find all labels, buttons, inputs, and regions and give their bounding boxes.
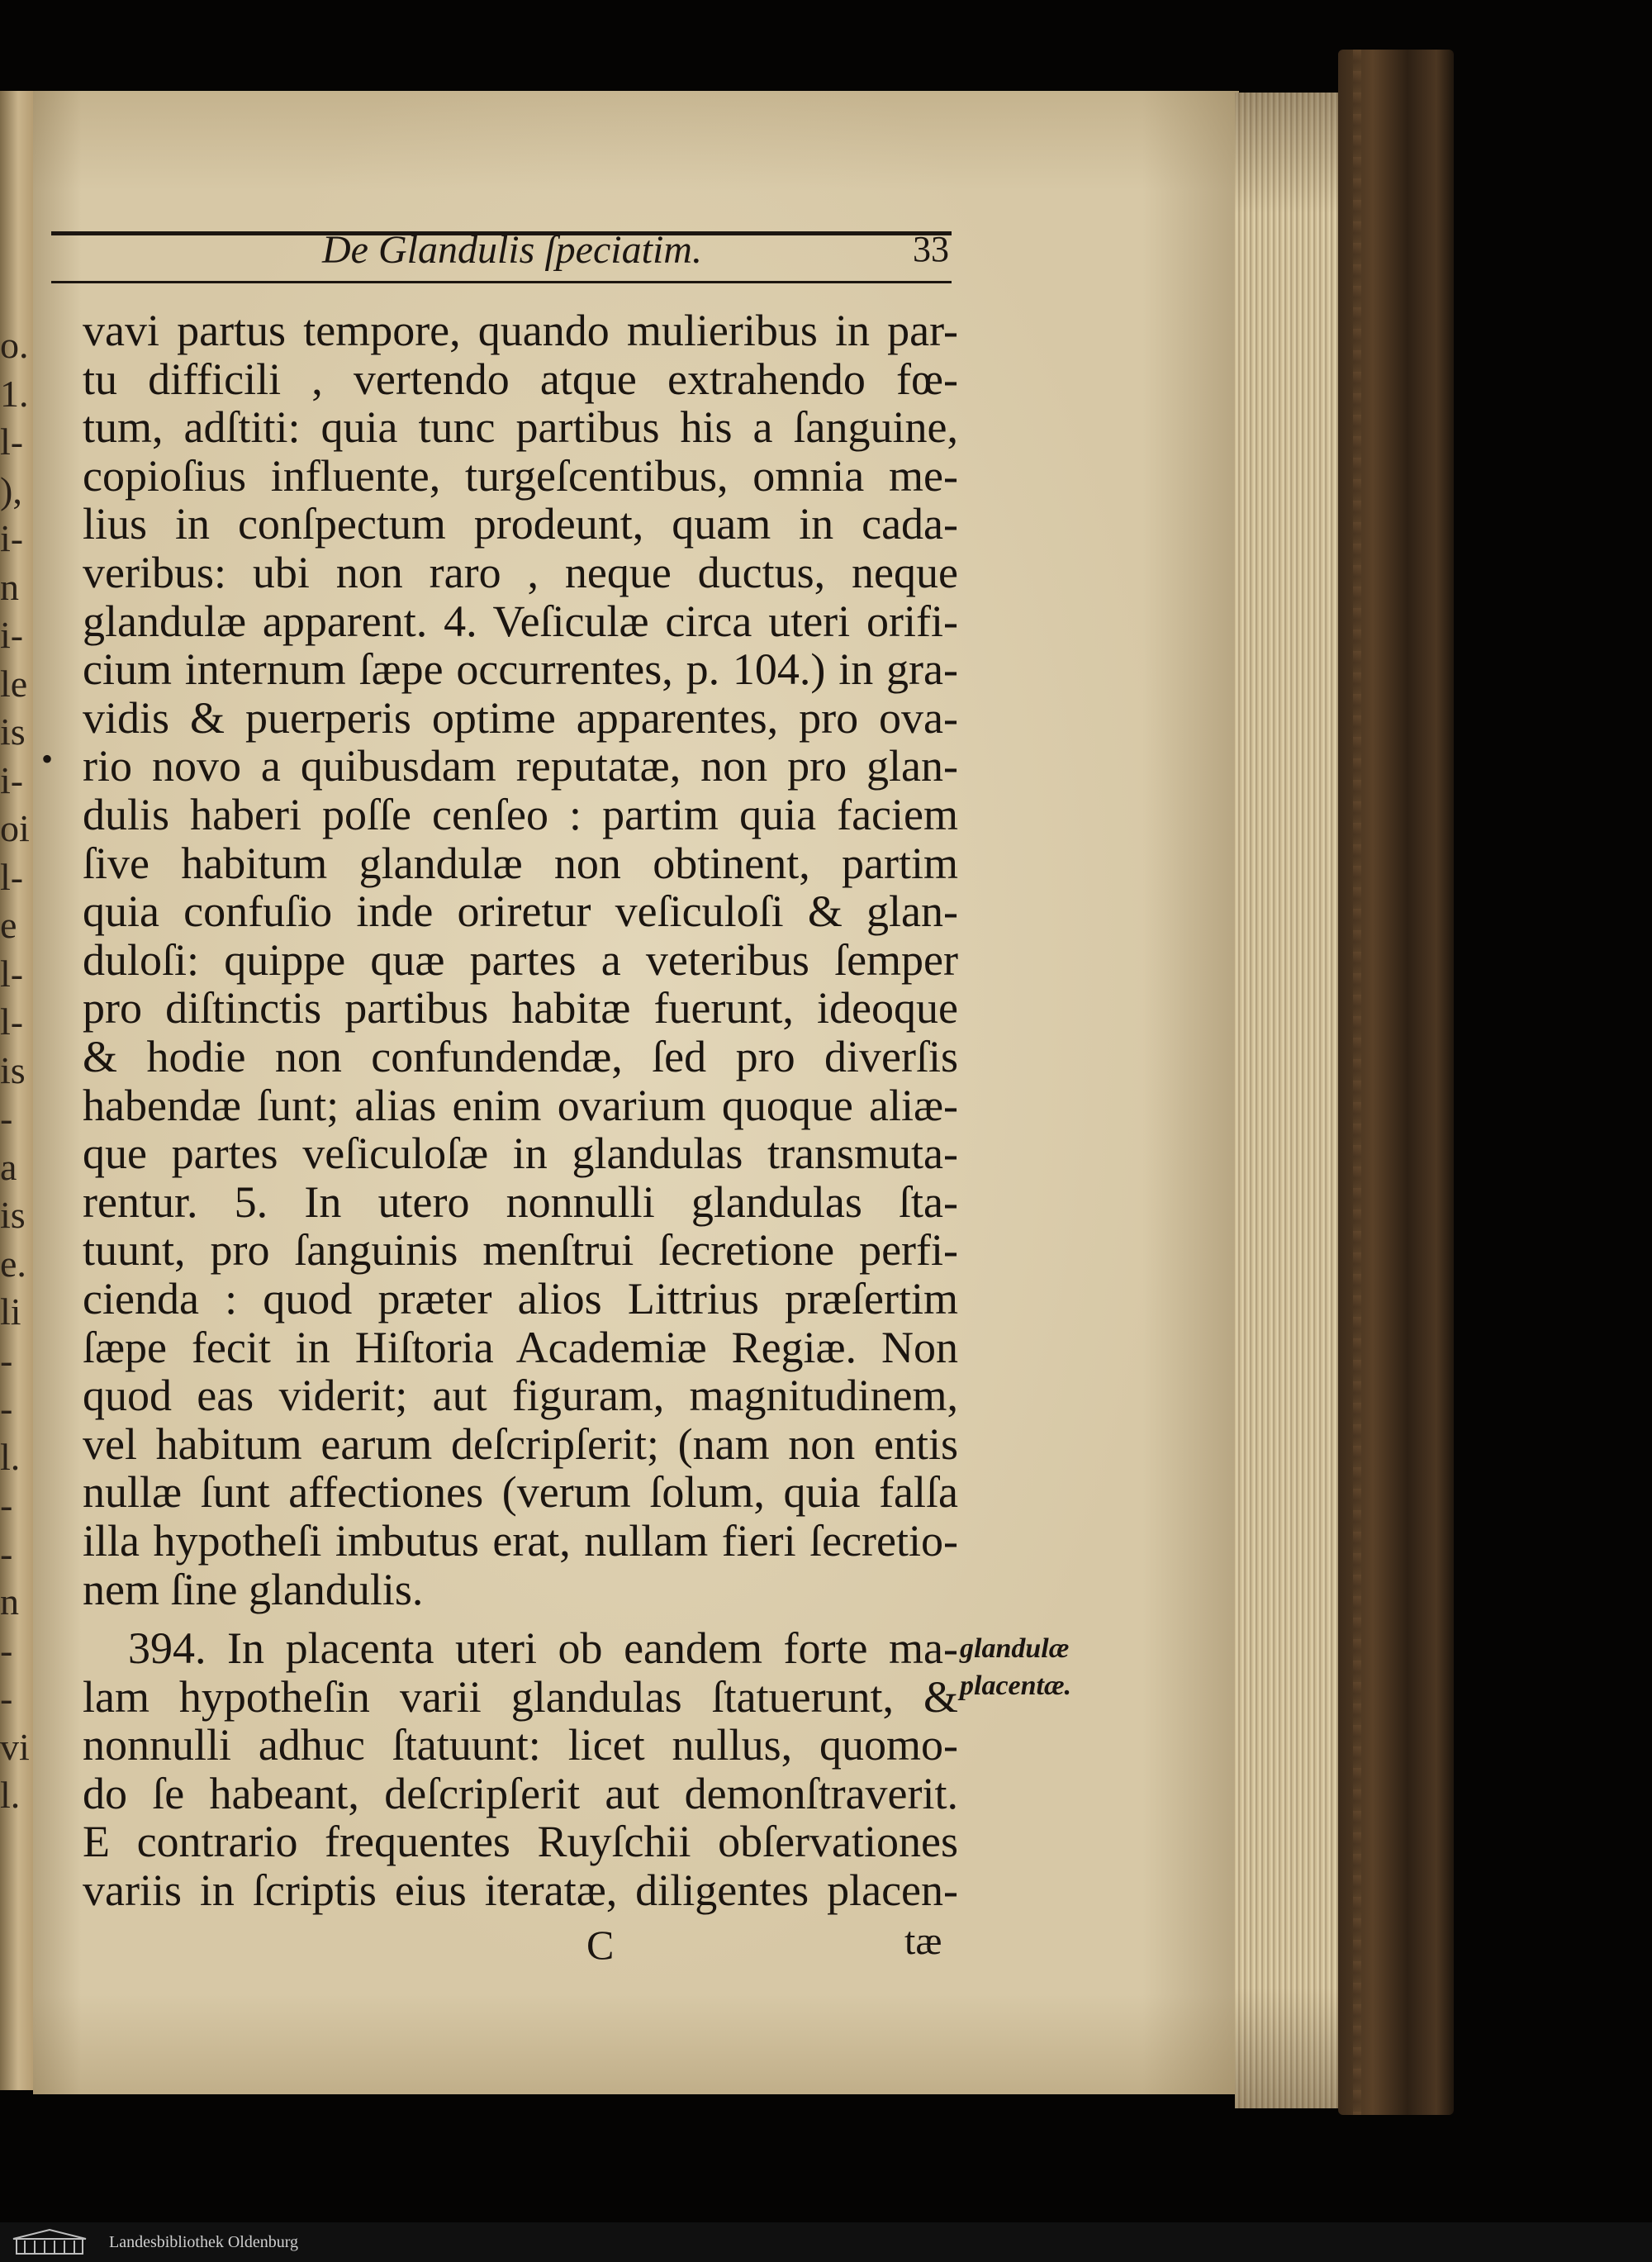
text-line: nullæ ſunt affectiones (verum ſolum, quia falſa xyxy=(83,1467,958,1518)
left-page-fragment: vi xyxy=(0,1725,30,1768)
left-page-fragment: n xyxy=(0,1580,19,1623)
text-line: dulis haberi poſſe cenſeo : partim quia faciem xyxy=(83,790,958,839)
left-page-fragment: 1. xyxy=(0,372,29,415)
left-page-fragment: is xyxy=(0,1194,26,1236)
library-building-icon xyxy=(10,2227,89,2257)
left-page-fragment: - xyxy=(0,1097,13,1139)
text-line: & hodie non confundendæ, ſed pro diverſis xyxy=(83,1032,958,1081)
left-page-fragment: n xyxy=(0,565,19,608)
left-page-fragment: l- xyxy=(0,855,24,898)
text-line: que partes veſiculoſæ in glandulas transmuta- xyxy=(83,1129,958,1179)
text-line: cium internum ſæpe occurrentes, p. 104.) in gra- xyxy=(83,644,958,695)
text-line: cienda : quod præter alios Littrius præſertim xyxy=(83,1274,958,1323)
left-page-fragment: - xyxy=(0,1387,13,1429)
left-page-fragment: - xyxy=(0,1532,13,1575)
text-line: lam hypotheſin varii glandulas ſtatuerunt, & xyxy=(83,1671,958,1722)
page-edges xyxy=(1235,93,1342,2108)
left-page-fragment: e. xyxy=(0,1242,26,1285)
left-page-fragment: a xyxy=(0,1145,17,1188)
text-line: vavi partus tempore, quando mulieribus in par- xyxy=(83,306,958,355)
text-line: variis in ſcriptis eius iteratæ, diligentes placen- xyxy=(83,1865,958,1915)
margin-mark: • xyxy=(41,740,54,777)
text-line: veribus: ubi non raro , neque ductus, neque xyxy=(83,548,958,597)
left-page-fragment: l- xyxy=(0,952,24,995)
signature-mark: C xyxy=(586,1922,615,1968)
text-line: lius in conſpectum prodeunt, quam in cada- xyxy=(83,499,958,549)
left-page-fragment: - xyxy=(0,1338,13,1381)
text-line: rio novo a quibusdam reputatæ, non pro glan- xyxy=(83,741,958,791)
left-page-fragment: - xyxy=(0,1628,13,1671)
left-page-fragment: e xyxy=(0,904,17,946)
left-page-fragment: l. xyxy=(0,1435,21,1478)
text-line: duloſi: quippe quæ partes a veteribus ſemper xyxy=(83,934,958,985)
text-line: pro diſtinctis partibus habitæ fuerunt, ideoque xyxy=(83,983,958,1034)
marginal-note-placentae: placentæ. xyxy=(960,1670,1072,1701)
left-page-fragment: - xyxy=(0,1677,13,1719)
text-line: quod eas viderit; aut figuram, magnitudinem, xyxy=(83,1371,958,1421)
left-page-fragment: le xyxy=(0,662,28,705)
page-number: 33 xyxy=(913,229,949,269)
text-line: rentur. 5. In utero nonnulli glandulas ſta- xyxy=(83,1176,958,1227)
text-line: glandulæ apparent. 4. Veſiculæ circa uteri orifi- xyxy=(83,596,958,646)
text-line: vidis & puerperis optime apparentes, pro ova- xyxy=(83,692,958,743)
left-page-fragment: l. xyxy=(0,1774,21,1816)
left-page-fragment: i- xyxy=(0,614,24,656)
header-rule-bottom xyxy=(51,281,952,283)
text-line: E contrario frequentes Ruyſchii obſervationes xyxy=(83,1817,958,1867)
leather-cover xyxy=(1338,50,1454,2115)
text-line: 394. In placenta uteri ob eandem forte ma- xyxy=(128,1623,958,1673)
left-page-fragment: oi xyxy=(0,807,30,849)
left-page-fragment: i- xyxy=(0,517,24,559)
text-line: copioſius influente, turgeſcentibus, omnia me- xyxy=(83,450,958,501)
left-page-fragment: - xyxy=(0,1484,13,1526)
footer-bar xyxy=(0,2222,1652,2262)
text-line: nem ſine glandulis. xyxy=(83,1564,424,1614)
left-page-fragment: ), xyxy=(0,468,22,511)
text-line: tuunt, pro ſanguinis menſtrui ſecretione perfi- xyxy=(83,1225,958,1276)
text-line: tum, adſtiti: quia tunc partibus his a ſanguine, xyxy=(83,402,958,453)
catchword: tæ xyxy=(904,1919,942,1963)
text-line: ſæpe fecit in Hiſtoria Academiæ Regiæ. Non xyxy=(83,1322,958,1372)
text-line: do ſe habeant, deſcripſerit aut demonſtraverit. xyxy=(83,1768,958,1818)
left-page-fragment: l- xyxy=(0,421,24,463)
text-line: ſive habitum glandulæ non obtinent, partim xyxy=(83,838,958,888)
text-line: nonnulli adhuc ſtatuunt: licet nullus, quomo- xyxy=(83,1720,958,1770)
marginal-note-glandulae: glandulæ xyxy=(960,1633,1070,1664)
text-line: habendæ ſunt; alias enim ovarium quoque aliæ- xyxy=(83,1080,958,1130)
text-line: illa hypotheſi imbutus erat, nullam fieri ſecretio- xyxy=(83,1516,958,1566)
left-page-fragment: o. xyxy=(0,324,29,366)
left-page-fragment: is xyxy=(0,710,26,753)
text-line: vel habitum earum deſcripſerit; (nam non entis xyxy=(83,1419,958,1469)
library-name: Landesbibliothek Oldenburg xyxy=(109,2233,299,2251)
left-page-fragment: l- xyxy=(0,1000,24,1043)
text-line: tu difficili , vertendo atque extrahendo fœ- xyxy=(83,354,958,404)
left-page-fragment: i- xyxy=(0,758,24,801)
left-page-fragment: li xyxy=(0,1290,21,1333)
text-line: quia confuſio inde oriretur veſiculoſi & glan- xyxy=(83,886,958,937)
running-head: De Glandulis ſpeciatim. xyxy=(322,228,702,272)
left-page-fragment: is xyxy=(0,1048,26,1091)
